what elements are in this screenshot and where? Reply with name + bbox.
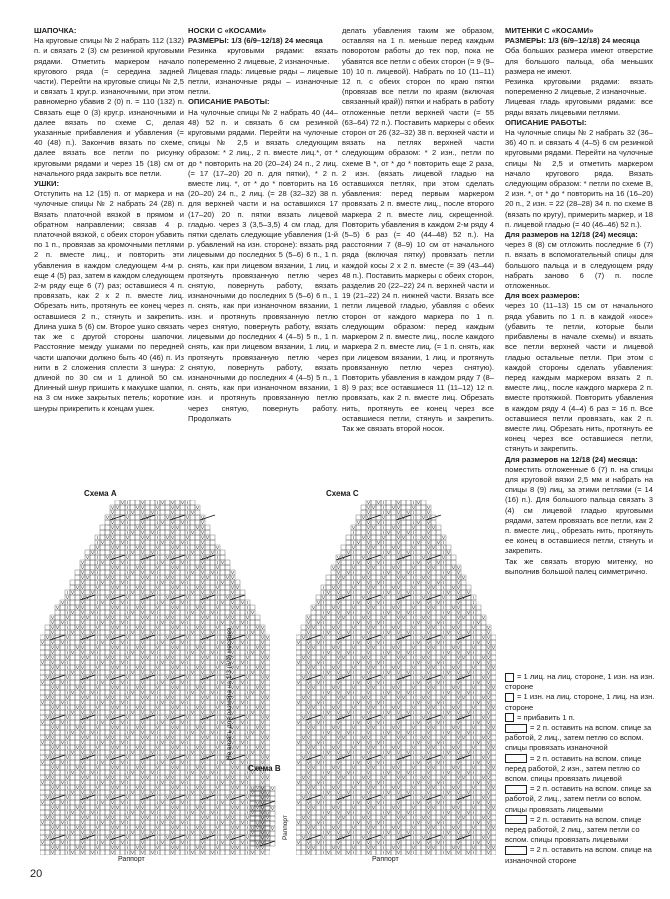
paragraph-hat: На круговые спицы № 2 набрать 112 (132) п. и связать 2 (3) см резинкой круговыми рядами. Отметить маркером начало кругового ряда (= середина задней части). Перейти на круговые спицы № 2,5 и связать 1 круг.р. изнаночными, при этом равномерно убавив 2 (0) п. = 110 (132) п. Связать еще 0 (3) круг.р. изнаночными и далее вязать по схеме С, делая указанные прибавления и убавления (= 40 (48) п.). Закончив вязать по схеме, далее вязать все петли по рисунку круговыми рядами и через 15 (18) см от начального ряда закрыть все петли. [34, 36, 184, 178]
column-socks [188, 26, 338, 424]
cable-left-knit-icon [505, 754, 527, 763]
legend-item-purl [505, 692, 655, 712]
chart-c [296, 500, 496, 855]
chart-c-repeat: Раппорт [372, 856, 399, 863]
note-mittens: Оба больших размера имеют отверстие для большого пальца, оба меньших размера не имеют. [505, 46, 653, 76]
chart-a-repeat: Раппорт [118, 856, 145, 863]
legend-text: = 2 п. оставить на вспом. спице на изнаночной стороне [505, 845, 652, 865]
sizes-mittens: РАЗМЕРЫ: 1/3 (6/9–12/18) 24 месяца [505, 36, 640, 46]
rib-socks: Резинка круговыми рядами: вязать попеременно 2 лицевые, 2 изнаночные. [188, 46, 338, 66]
cable-wrong-side-icon [505, 846, 527, 855]
legend-text: = 1 изн. на лиц. стороне, 1 лиц. на изн. стороне [505, 692, 655, 712]
paragraph-socks: На чулочные спицы № 2 набрать 40 (44–48) 52 п. и связать 6 см резинкой круговыми рядами. Перейти на чулочные спицы № 2,5 и вязать следующим образом: * 2 лиц., 2 п. вместе лиц.*, от * до * повторить на 20 (20–24) 24 п., 2 лиц. (= 17 (17–20) 20 п. для пятки), * 2 п. вместе лиц. *, от * до * повторить на 16 (20–20) 24 п., 2 лиц. (= 28 (32–32) 38 п. для верхней части и на оставшихся 17 (17–20) 20 п. пятки вязать лицевой гладью. через 3 (3,5–3,5) 4 см глад. для пятки сделать следующие убавления (1-й р. убавлений на изн. стороне): вязать ряд лицевыми до последних 5 (5–6) 6 п., 1 п. снять, как при лицевом вязании, 1 лиц. и протянуть провязанную петлю через снятую, повернуть работу, вязать изнаночными до последних 5 (5–6) 6 п., 1 п. снять, как при изнаночном вязании, 1 изн. и протянуть провязанную петлю через снятую, повернуть работу, вязать лицевыми до последних 4 (4–5) 5 п., 1 п. снять, как при лицевом вязании, 1 лиц. и протянуть провязанную петлю через снятую, повернуть работу, вязать изнаночными до последних 4 (4–5) 5 п., 1 п. снять, как при изнаночном вязании, 1 изн. и протянуть провязанную петлю через снятую, повернуть работу. Продолжать [188, 107, 338, 423]
paragraph-mittens-4: поместить отложенные 6 (7) п. на спицы для круговой вязки 2,5 мм и набрать на спицы 8 (9) лиц, за этими петлями (= 14 (16) п.). Для большого пальца связать 3 (4) см лицевой гладью круговыми рядами, затем провязать все петли, как 2 п. вместе лиц., обрезать нить, протянуть ее конец в оставшиеся петли, стянуть и закрепить. [505, 464, 653, 556]
legend-item-increase [505, 713, 655, 723]
cable-left-icon [505, 815, 527, 824]
column-mittens [505, 26, 653, 666]
heading-mittens: МИТЕНКИ С «КОСАМИ» [505, 26, 594, 35]
purl-symbol-icon [505, 693, 514, 702]
subhead-mittens-1: Для размеров на 12/18 (24) месяца: [505, 230, 638, 240]
cable-right-icon [505, 785, 527, 794]
chart-b-label: Схема В [248, 764, 281, 773]
legend-item-cable3 [505, 784, 655, 815]
legend-text: = 2 п. оставить на вспом. спице перед работой, 2 изн., затем петлю со вспом. спицы провязать лицевой [505, 753, 642, 784]
chart-b-repeat: Раппорт [282, 815, 289, 840]
heading-ears: УШКИ: [34, 179, 59, 189]
subhead-mittens-2: Для всех размеров: [505, 291, 580, 301]
paragraph-mittens-2: через 8 (8) см отложить последние 6 (7) п. вязать в вспомогательный спицы для большого пальца и в следующем ряду набрать заново 6 (7) п. после отложенных. [505, 240, 653, 291]
paragraph-socks-cont: делать убавления таким же образом, оставляя на 1 п. меньше перед каждым поворотом работы до тех пор, пока не убавятся все петли с обеих сторон (= 9 (9–10) 10 п. лицевой). Набрать по 10 (11–11) 12 п. с обеих сторон по краю пятки (провязав все петли по краям (включая связанный край)) пятки и набрать в работу отложенные петли верхней части (= 55 (63–64) 72 п.). Поставить маркеры с обеих сторон от 26 (32–32) 38 п. верхней части и вязать на петлях верхней части следующим образом: * 2 изн., петли по схеме В *, от * до * повторить еще 2 раза, 2 изн. (вязать лицевой гладью на оставшихся петлях, при этом сделать убавления: перед первым маркером провязать 2 п. вместе лиц., после второго маркера 2 п. вместе лиц. скрещенной. Повторить убавления в каждом 2-м ряду 4 (5–5) 6 раз (= 40 (44–48) 52 п.). На расстоянии 7 (8–9) 10 см от начального ряда (включая пятку) провязать петли каждой косы 2 х 2 п. вместе (= 39 (43–44) 48 п.). Поставить маркеры с обеих сторон, разделив 20 (22–22) 24 п. верхней части и 19 (21–22) 24 п. нижней части. Вязать все петли лицевой гладью, убавляя с обеих сторон от каждого маркера по 1 п. следующим образом: перед каждым маркером 2 п. вместе лиц., после каждого маркера 2 п. вместе лиц. (= 1 п. снять, как при лицевом вязании, 1 лиц. и протянуть провязанную петлю через снятую). Повторить убавления в каждом ряду 7 (8–8) 9 раз; все оставшиеся 11 (11–12) 12 п. провязать, как 2 п. вместе лиц. Обрезать нить, протянуть ее конец через все оставшиеся петли, стянуть и закрепить. Так же связать второй носок. [342, 26, 494, 433]
paragraph-mittens-3: через 10 (11–13) 15 см от начального ряда убавить по 1 п. в каждой «косе» (убавить те петли, которые были прибавлены в начале схемы) и вязать все петли верхней части и лицевой гладью остальные петли. При этом с каждой стороны сделать убавления: перед каждым маркером вязать 2 п. вместе лиц., после каждого маркера 2 п. вместе протяжкой. Повторить убавления в каждом ряду 4 (4–4) 6 раз = 16 п. Все оставшиеся петли провязать, как 2 п. вместе лиц. Обрезать нить, протянуть ее конец через все оставшиеся петли, стянуть и закрепить. [505, 301, 653, 454]
paragraph-mittens-1: На чулочные спицы № 2 набрать 32 (36–36) 40 п. и связать 4 (4–5) 6 см резинкой круговыми рядами. Перейти на чулочные спицы № 2,5 и отметить маркером начало кругового ряда. Вязать следующим образом: * петли по схеме В, 2 изн. *, от * до * повторить на 16 (16–20) 20 п., 2 изн. = 22 (28–28) 34 п. по схеме В (вязать по кругу), примерить маркер, и 18 п. лицевой гладью (= 40 (46–46) 52 п.). [505, 128, 653, 229]
column-hat [34, 26, 184, 414]
column-socks-cont [342, 26, 494, 434]
chart-a-label: Схема А [84, 489, 117, 498]
legend-item-cable4 [505, 815, 655, 846]
knit-symbol-icon [505, 673, 514, 682]
paragraph-ears: Отступить на 12 (15) п. от маркера и на чулочные спицы № 2 набрать 24 (28) п. Вязать платочной вязкой в прямом и обратном направлении; связав 4 р. платочной вязкой, с обеих сторон убавить по 1 п., провязав за кромочными петлями 2 п. вместе лиц., и повторить эти убавления в каждом следующем 4-м р. еще 4 (5) раз, затем в каждом следующем 2-м ряду еще 6 (7) раз; оставшиеся 4 п. провязать, как 2 х 2 п. вместе лиц. Обрезать нить, протянуть ее конец через оставшиеся 2 п., стянуть и закрепить. Длина ушка 5 (6) см. Второе ушко связать так же с другой стороны шапочки. Расстояние между ушками по передней части шапочки должно быть 40 (46) п. Из нити в 2 сложения сплести 3 шнура: 2 длиной по 30 см и 1 длиной 50 см. Длинный шнур пришить к макушке шапки, на 3 см ниже закрытых петель; короткие шнуры прикрепить к концам ушек. [34, 189, 184, 413]
chart-b [250, 786, 278, 848]
paragraph-mittens-5: Так же связать вторую митенку, но выполнив большой палец симметрично. [505, 556, 653, 576]
page-number: 20 [30, 868, 43, 880]
chart-a-grid [40, 500, 270, 855]
legend-item-cable5 [505, 845, 655, 865]
legend-text: = прибавить 1 п. [517, 712, 575, 722]
stockinette-mittens: Лицевая гладь круговыми рядами: все ряды вязать лицевыми петлями. [505, 97, 653, 117]
legend-text: = 2 п. оставить на вспом. спице перед работой, 2 лиц., затем петли со вспом. спицы провязать лицевыми [505, 814, 642, 845]
legend-item-cable2 [505, 754, 655, 785]
rib-mittens: Резинка круговыми рядами: вязать попеременно 2 лицевые, 2 изнаночные. [505, 77, 653, 97]
legend-text: = 1 лиц. на лиц. стороне, 1 изн. на изн. стороне [505, 672, 655, 692]
heading-hat: ШАПОЧКА: [34, 26, 77, 35]
chart-a [40, 500, 270, 855]
stockinette-socks: Лицевая гладь: лицевые ряды – лицевые петли, изнаночные ряды – изнаночные петли. [188, 66, 338, 97]
cable-right-purl-icon [505, 724, 527, 733]
legend-item-cable1 [505, 723, 655, 754]
legend-text: = 2 п. оставить на вспом. спице за работой, 2 лиц., затем петли со вспом. спицы провязать лицевыми [505, 784, 652, 814]
chart-c-label: Схема С [326, 489, 359, 498]
subhead-mittens-3: Для размеров на 12/18 (24) месяца: [505, 454, 638, 464]
legend [505, 672, 655, 866]
increase-symbol-icon [505, 713, 514, 722]
legend-item-knit [505, 672, 655, 692]
legend-text: = 2 п. оставить на вспом. спице за работой, 2 лиц., затем петлю со вспом. спицы провязать изнаночной [505, 723, 652, 753]
heading-work-mittens: ОПИСАНИЕ РАБОТЫ: [505, 117, 587, 127]
chart-a-side-note: Не вязать для размера на 1/3 (6/9) месяцев [226, 627, 233, 760]
heading-work-socks: ОПИСАНИЕ РАБОТЫ: [188, 97, 270, 107]
sizes-socks: РАЗМЕРЫ: 1/3 (6/9–12/18) 24 месяца [188, 36, 323, 46]
heading-socks: НОСКИ С «КОСАМИ» [188, 26, 267, 35]
chart-b-grid [250, 786, 278, 848]
chart-c-grid [296, 500, 496, 855]
